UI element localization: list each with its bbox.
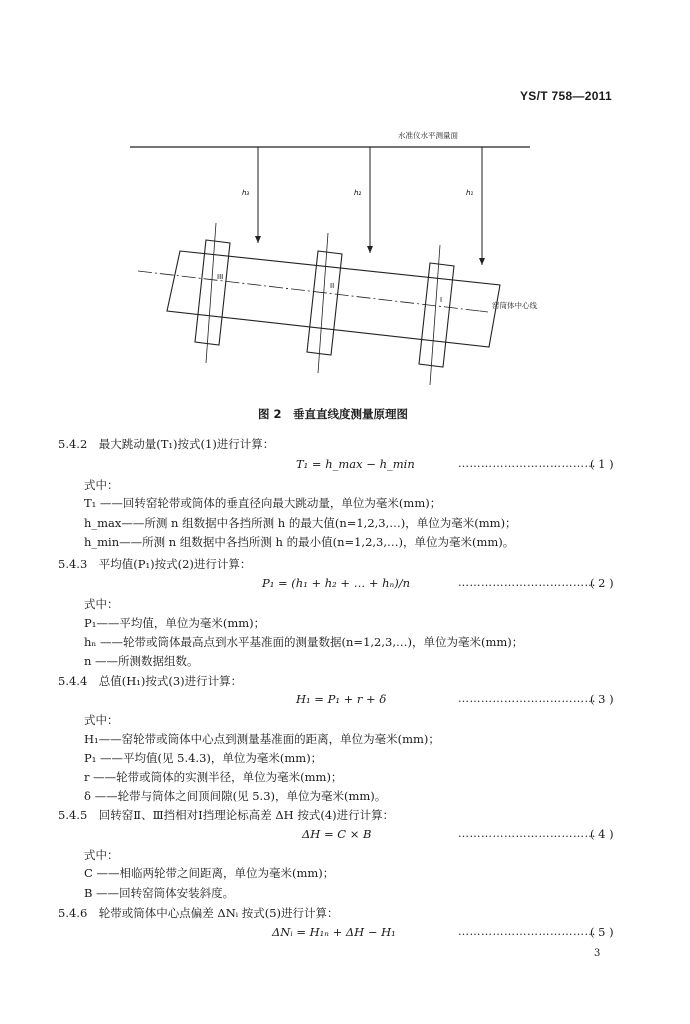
standard-code: YS/T 758—2011: [520, 89, 612, 103]
definition-line: n ——所测数据组数。: [84, 654, 199, 668]
definition-line: hₙ ——轮带或筒体最高点到水平基准面的测量数据(n=1,2,3,…)，单位为毫米(mm)；: [84, 635, 524, 649]
definition-line: h_max——所测 n 组数据中各挡所测 h 的最大值(n=1,2,3,…)，单位为毫米(mm)；: [84, 516, 517, 530]
definition-line: P₁——平均值，单位为毫米(mm)；: [84, 616, 266, 630]
tyre-III-label: III: [217, 273, 224, 281]
where-label: 式中：: [84, 713, 119, 727]
definition-line: B ——回转窑筒体安装斜度。: [84, 886, 235, 900]
formula-1: T₁ = h_max − h_min: [296, 457, 415, 471]
formula-4-number: ( 4 ): [590, 827, 614, 841]
tyre-II-label: II: [330, 282, 335, 290]
figure-caption: 图 2 垂直直线度测量原理图: [258, 407, 409, 421]
formula-1-leader: ………………………………: [458, 457, 596, 470]
formula-5-leader: ………………………………: [458, 925, 596, 938]
h2-label: h₂: [354, 189, 362, 197]
section-5-4-4-heading: 5.4.4 总值(H₁)按式(3)进行计算：: [58, 674, 243, 688]
section-5-4-3-heading: 5.4.3 平均值(P₁)按式(2)进行计算：: [58, 557, 252, 571]
formula-5-number: ( 5 ): [590, 925, 614, 939]
formula-5: ΔNᵢ = H₁ₙ + ΔH − H₁: [272, 925, 396, 939]
where-label: 式中：: [84, 478, 119, 492]
formula-2-leader: ………………………………: [458, 576, 596, 589]
formula-3: H₁ = P₁ + r + δ: [296, 692, 387, 706]
formula-3-leader: ………………………………: [458, 692, 596, 705]
formula-1-number: ( 1 ): [590, 457, 614, 471]
formula-3-number: ( 3 ): [590, 692, 614, 706]
where-label: 式中：: [84, 597, 119, 611]
definition-line: δ ——轮带与筒体之间顶间隙(见 5.3)，单位为毫米(mm)。: [84, 789, 387, 803]
definition-line: T₁ ——回转窑轮带或筒体的垂直径向最大跳动量，单位为毫米(mm)；: [84, 496, 442, 510]
tyre-I-label: I: [440, 296, 443, 304]
h1-label: h₁: [466, 189, 474, 197]
section-5-4-2-heading: 5.4.2 最大跳动量(T₁)按式(1)进行计算：: [58, 437, 275, 451]
definition-line: P₁ ——平均值(见 5.4.3)，单位为毫米(mm)；: [84, 751, 323, 765]
section-5-4-6-heading: 5.4.6 轮带或筒体中心点偏差 ΔNᵢ 按式(5)进行计算：: [58, 906, 339, 920]
centerline-label: 窑筒体中心线: [492, 301, 537, 310]
page-number: 3: [594, 948, 601, 959]
formula-2: P₁ = (h₁ + h₂ + … + hₙ)/n: [262, 576, 410, 590]
definition-line: H₁——窑轮带或筒体中心点到测量基准面的距离，单位为毫米(mm)；: [84, 732, 440, 746]
h3-label: h₃: [242, 189, 250, 197]
vertical-straightness-diagram: [120, 125, 560, 385]
formula-2-number: ( 2 ): [590, 576, 614, 590]
definition-line: C ——相临两轮带之间距离，单位为毫米(mm)；: [84, 866, 335, 880]
formula-4-leader: ………………………………: [458, 827, 596, 840]
definition-line: r ——轮带或筒体的实测半径，单位为毫米(mm)；: [84, 770, 343, 784]
formula-4: ΔH = C × B: [302, 827, 372, 841]
section-5-4-5-heading: 5.4.5 回转窑Ⅱ、Ⅲ挡相对Ⅰ挡理论标高差 ΔH 按式(4)进行计算：: [58, 808, 395, 822]
where-label: 式中：: [84, 848, 119, 862]
reference-line-label: 水准仪水平测量面: [398, 131, 458, 140]
definition-line: h_min——所测 n 组数据中各挡所测 h 的最小值(n=1,2,3,…)，单位为毫米(mm)。: [84, 535, 515, 549]
